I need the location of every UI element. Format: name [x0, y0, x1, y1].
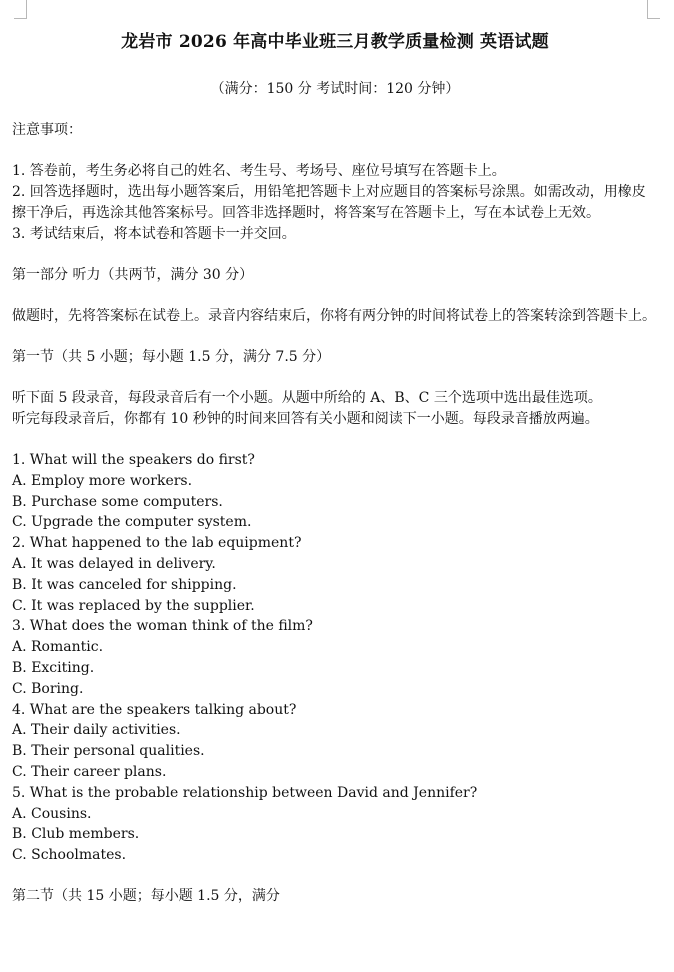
notes-list: [12, 161, 658, 245]
answer-option: A. Their daily activities.: [12, 722, 181, 739]
answer-option: C. It was replaced by the supplier.: [12, 597, 255, 614]
answer-option: A. Romantic.: [12, 639, 104, 656]
question-text: 4. What are the speakers talking about?: [12, 701, 297, 718]
answer-option: B. Their personal qualities.: [12, 743, 205, 760]
part1-heading: 第一部分 听力（共两节，满分 30 分）: [12, 267, 254, 283]
note-item: 1. 答卷前，考生务必将自己的姓名、考生号、考场号、座位号填写在答题卡上。: [12, 163, 506, 179]
exam-subtitle: （满分：150 分 考试时间：120 分钟）: [210, 81, 460, 97]
section1-heading: 第一节（共 5 小题；每小题 1.5 分，满分 7.5 分）: [12, 349, 331, 365]
answer-option: C. Upgrade the computer system.: [12, 514, 252, 531]
answer-option: C. Their career plans.: [12, 763, 167, 780]
section2-heading: 第二节（共 15 小题；每小题 1.5 分，满分: [12, 887, 280, 904]
question-text: 2. What happened to the lab equipment?: [12, 535, 302, 552]
section1-instructions: [12, 388, 658, 430]
answer-option: A. Cousins.: [12, 805, 92, 822]
question-text: 3. What does the woman think of the film?: [12, 618, 313, 635]
page-corner-mark-right: [647, 0, 660, 19]
exam-page: [12, 26, 658, 907]
note-item: 2. 回答选择题时，选出每小题答案后，用铅笔把答题卡上对应题目的答案标号涂黑。如需改动，用橡皮擦干净后，再选涂其他答案标号。回答非选择题时，将答案写在答题卡上，写在本试卷上无效。: [12, 184, 646, 221]
question-list: [12, 450, 658, 866]
part1-instructions: 做题时，先将答案标在试卷上。录音内容结束后，你将有两分钟的时间将试卷上的答案转涂到答题卡上。: [12, 308, 656, 324]
question-group: [12, 616, 658, 699]
answer-option: B. Exciting.: [12, 659, 95, 676]
answer-option: A. It was delayed in delivery.: [12, 555, 216, 572]
answer-option: A. Employ more workers.: [12, 472, 193, 489]
question-text: 5. What is the probable relationship between David and Jennifer?: [12, 784, 478, 801]
question-group: [12, 783, 658, 866]
note-item: 3. 考试结束后，将本试卷和答题卡一并交回。: [12, 226, 296, 242]
section1-instruction-line: 听下面 5 段录音，每段录音后有一个小题。从题中所给的 A、B、C 三个选项中选出最佳选项。: [12, 390, 602, 406]
section1-instruction-line: 听完每段录音后，你都有 10 秒钟的时间来回答有关小题和阅读下一小题。每段录音播放两遍。: [12, 411, 599, 427]
answer-option: B. It was canceled for shipping.: [12, 576, 237, 593]
question-group: [12, 450, 658, 533]
page-corner-mark-left: [14, 0, 27, 19]
answer-option: B. Purchase some computers.: [12, 493, 223, 510]
question-text: 1. What will the speakers do first?: [12, 452, 255, 468]
question-group: [12, 533, 658, 616]
answer-option: C. Boring.: [12, 680, 84, 697]
answer-option: B. Club members.: [12, 826, 140, 843]
exam-title: 龙岩市 2026 年高中毕业班三月教学质量检测 英语试题: [121, 32, 549, 52]
answer-option: C. Schoolmates.: [12, 847, 127, 864]
notes-heading: 注意事项：: [12, 122, 82, 138]
question-group: [12, 700, 658, 783]
